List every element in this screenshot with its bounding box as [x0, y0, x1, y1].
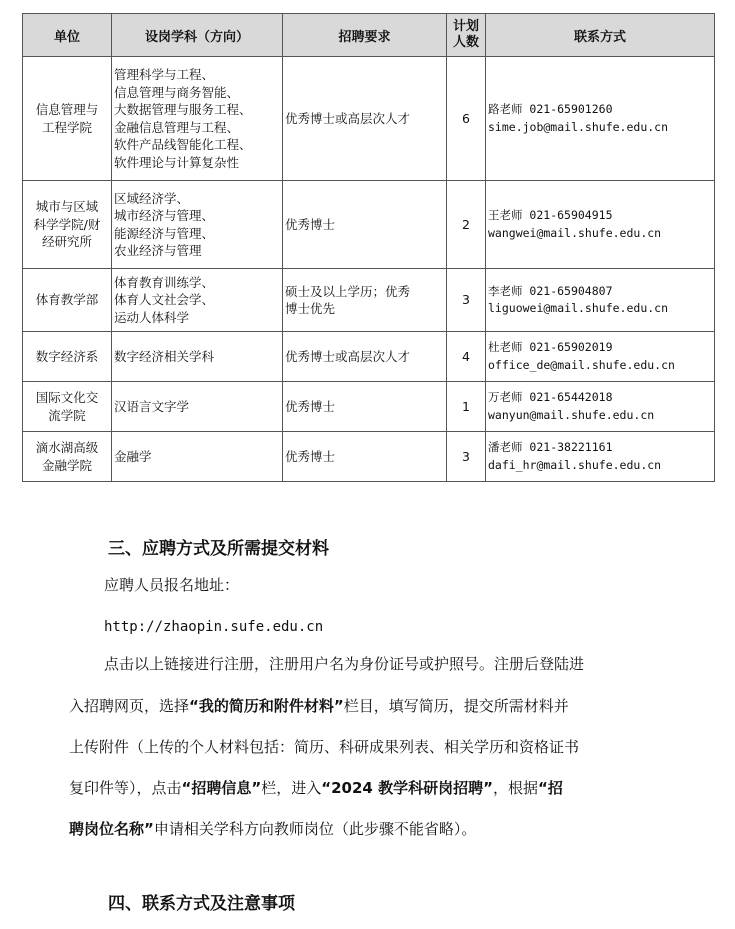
subject-cell: 金融学 [112, 432, 283, 482]
contact-cell [486, 382, 715, 432]
requirement-cell: 优秀博士 [283, 432, 447, 482]
para-line: 复印件等），点击“招聘信息”栏，进入“2024 教学科研岗招聘”，根据“招 [69, 779, 563, 797]
contact-person: 万老师 021-65442018 [488, 390, 613, 404]
table-row [23, 432, 715, 482]
unit-cell: 国际文化交 流学院 [23, 382, 112, 432]
count-cell: 3 [447, 269, 486, 332]
count-cell: 4 [447, 332, 486, 382]
table-row [23, 269, 715, 332]
subject-cell: 数字经济相关学科 [112, 332, 283, 382]
requirement-cell: 优秀博士 [283, 382, 447, 432]
table-header-row [23, 14, 715, 57]
section3-heading: 三、应聘方式及所需提交材料 [108, 539, 329, 559]
contact-email: sime.job@mail.shufe.edu.cn [488, 119, 669, 134]
count-cell: 1 [447, 382, 486, 432]
unit-cell: 信息管理与 工程学院 [23, 57, 112, 181]
requirement-cell: 硕士及以上学历；优秀 博士优先 [283, 269, 447, 332]
table-row [23, 181, 715, 269]
menu-name-2024: “2024 教学科研岗招聘” [321, 779, 493, 797]
requirement-cell: 优秀博士 [283, 181, 447, 269]
section4-heading: 四、联系方式及注意事项 [108, 894, 295, 914]
unit-cell: 滴水湖高级 金融学院 [23, 432, 112, 482]
menu-name-position: 聘岗位名称” [69, 820, 154, 838]
table-row [23, 382, 715, 432]
count-cell: 2 [447, 181, 486, 269]
contact-email: office_de@mail.shufe.edu.cn [488, 357, 675, 372]
subject-cell: 体育教育训练学、 体育人文社会学、 运动人体科学 [112, 269, 283, 332]
contact-email: wangwei@mail.shufe.edu.cn [488, 225, 662, 240]
para-line: 入招聘网页，选择“我的简历和附件材料”栏目，填写简历，提交所需材料并 [69, 697, 569, 715]
requirement-cell: 优秀博士或高层次人才 [283, 57, 447, 181]
header-requirement: 招聘要求 [283, 14, 447, 57]
recruitment-url-link[interactable]: http://zhaopin.sufe.edu.cn [104, 619, 324, 635]
table-row [23, 332, 715, 382]
requirement-cell: 优秀博士或高层次人才 [283, 332, 447, 382]
subject-cell: 区域经济学、 城市经济与管理、 能源经济与管理、 农业经济与管理 [112, 181, 283, 269]
header-count: 计划 人数 [447, 14, 486, 57]
para-line: 上传附件（上传的个人材料包括：简历、科研成果列表、相关学历和资格证书 [69, 738, 580, 756]
unit-cell: 数字经济系 [23, 332, 112, 382]
header-unit: 单位 [23, 14, 112, 57]
menu-name-resume: “我的简历和附件材料” [189, 697, 344, 715]
para-line: 点击以上链接进行注册，注册用户名为身份证号或护照号。注册后登陆进 [104, 655, 585, 673]
contact-email: liguowei@mail.shufe.edu.cn [488, 301, 669, 315]
menu-name-recruit-info: “招聘信息” [181, 779, 262, 797]
subject-cell: 管理科学与工程、 信息管理与商务智能、 大数据管理与服务工程、 金融信息管理与工程、 软件产品线智能化工程、 软件理论与计算复杂性 [112, 57, 283, 181]
header-subject: 设岗学科（方向） [112, 14, 283, 57]
contact-person: 路老师 021-65901260 [488, 102, 613, 116]
count-cell: 3 [447, 432, 486, 482]
contact-person: 潘老师 021-38221161 [488, 440, 613, 454]
count-cell: 6 [447, 57, 486, 181]
contact-person: 王老师 021-65904915 [488, 208, 613, 222]
header-contact: 联系方式 [486, 14, 715, 57]
table-row [23, 57, 715, 181]
contact-cell [486, 57, 715, 181]
para-line: 聘岗位名称”申请相关学科方向教师岗位（此步骤不能省略）。 [69, 820, 477, 838]
recruitment-table [22, 13, 715, 482]
address-label: 应聘人员报名地址： [104, 576, 240, 594]
contact-email: wanyun@mail.shufe.edu.cn [488, 407, 655, 422]
contact-cell [486, 181, 715, 269]
contact-person: 杜老师 021-65902019 [488, 340, 613, 354]
unit-cell: 城市与区域 科学学院/财 经研究所 [23, 181, 112, 269]
contact-cell [486, 432, 715, 482]
contact-cell [486, 269, 715, 332]
unit-cell: 体育教学部 [23, 269, 112, 332]
contact-email: dafi_hr@mail.shufe.edu.cn [488, 457, 662, 472]
subject-cell: 汉语言文字学 [112, 382, 283, 432]
contact-cell [486, 332, 715, 382]
contact-person: 李老师 021-65904807 [488, 283, 613, 298]
